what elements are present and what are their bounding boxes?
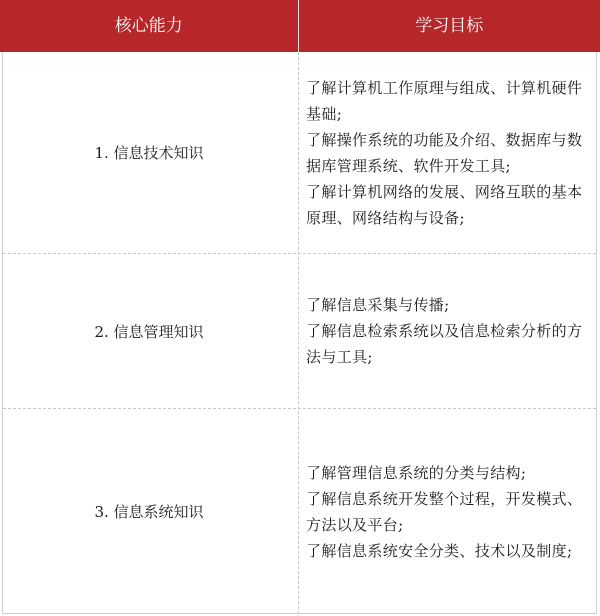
goal-line: 了解计算机工作原理与组成、计算机硬件	[306, 78, 583, 97]
goal-line: 法与工具;	[306, 348, 373, 366]
table-row	[0, 409, 600, 614]
goal-line: 了解操作系统的功能及介绍、数据库与数	[306, 130, 583, 149]
goal-line: 了解信息采集与传播;	[306, 296, 450, 314]
goal-cell	[306, 409, 588, 614]
goal-line: 基础;	[306, 104, 343, 123]
goal-line: 了解信息系统安全分类、技术以及制度;	[306, 541, 573, 560]
header-core-ability: 核心能力	[114, 16, 183, 36]
header-learning-goal: 学习目标	[415, 16, 484, 36]
goal-line: 据库管理系统、软件开发工具;	[306, 156, 511, 175]
goal-cell	[306, 52, 588, 253]
goal-line: 了解管理信息系统的分类与结构;	[306, 463, 527, 482]
goal-cell	[306, 254, 588, 408]
goal-line: 了解计算机网络的发展、网络互联的基本	[306, 182, 583, 201]
goal-line: 了解信息检索系统以及信息检索分析的方	[306, 322, 583, 340]
ability-cell: 2. 信息管理知识	[94, 322, 204, 341]
ability-cell: 3. 信息系统知识	[94, 503, 204, 521]
table-row	[0, 52, 600, 253]
goal-line: 原理、网络结构与设备;	[306, 208, 465, 227]
table-row	[0, 254, 600, 408]
ability-cell: 1. 信息技术知识	[94, 144, 204, 162]
goal-line: 了解信息系统开发整个过程，开发模式、	[306, 489, 583, 508]
table-header	[0, 0, 600, 52]
goal-line: 方法以及平台;	[306, 515, 404, 534]
